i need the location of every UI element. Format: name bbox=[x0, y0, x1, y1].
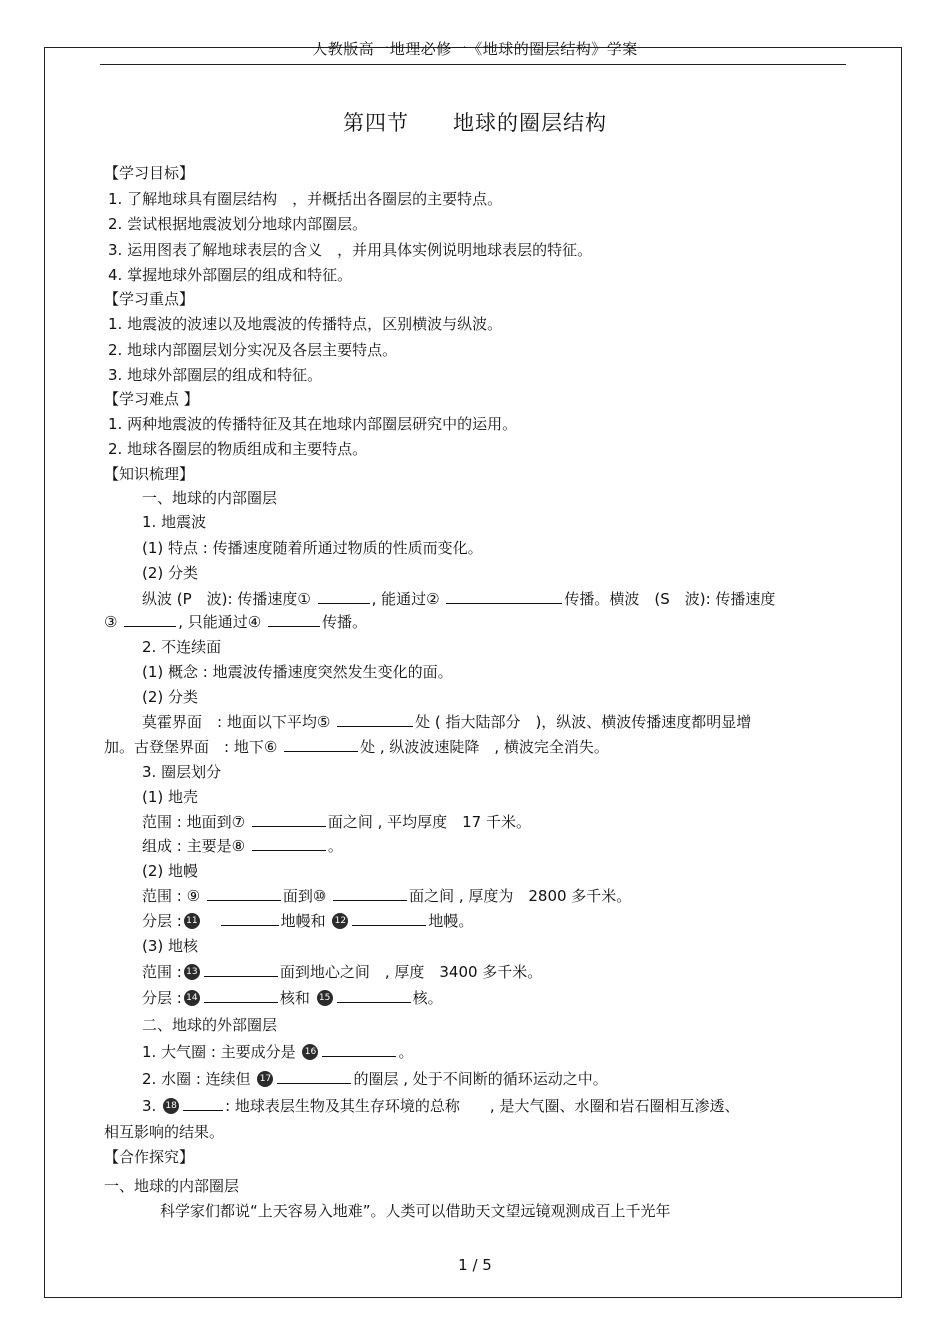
circled-number-17: 17 bbox=[257, 1071, 273, 1087]
discontinuity-class: (2) 分类 bbox=[142, 688, 199, 706]
seismic-feature: (1) 特点 : 传播速度随着所通过物质的性质而变化。 bbox=[142, 539, 483, 557]
fill-blank bbox=[207, 886, 281, 901]
text-fragment: 面之间 , 平均厚度 17 千米。 bbox=[327, 813, 531, 831]
circled-number-13: 13 bbox=[184, 964, 200, 980]
inner-layers-heading: 一、地球的内部圈层 bbox=[142, 489, 278, 507]
goal-item: 3. 运用图表了解地球表层的含义 ，并用具体实例说明地球表层的特征。 bbox=[108, 241, 593, 259]
fill-blank bbox=[352, 911, 426, 926]
atmosphere-line bbox=[142, 1042, 413, 1062]
title-name: 地球的圈层结构 bbox=[453, 111, 607, 135]
text-fragment: 。 bbox=[398, 1043, 414, 1061]
text-fragment: 面之间 , 厚度为 2800 多千米。 bbox=[409, 887, 632, 905]
text-fragment: : 地球表层生物及其生存环境的总称 , 是大气圈、水圈和岩石圈相互渗透、 bbox=[225, 1097, 740, 1115]
fill-blank bbox=[446, 589, 562, 604]
text-fragment: 核和 bbox=[279, 989, 310, 1007]
difficulty-heading: 【学习难点 】 bbox=[104, 390, 199, 408]
fill-blank bbox=[337, 712, 413, 727]
text-fragment: 3. bbox=[142, 1097, 157, 1115]
page-title bbox=[0, 107, 950, 137]
fill-blank bbox=[337, 988, 411, 1003]
explore-paragraph: 科学家们都说“上天容易入地难”。人类可以借助天文望远镜观测成百上千光年 bbox=[160, 1202, 671, 1220]
s-wave-line bbox=[104, 612, 367, 632]
fill-blank bbox=[333, 886, 407, 901]
crust-range bbox=[142, 812, 531, 832]
mantle-range bbox=[142, 886, 631, 906]
text-fragment: 传播。横波 (S 波): 传播速度 bbox=[564, 590, 776, 608]
text-fragment: 组成 : 主要是⑧ bbox=[142, 837, 246, 855]
fill-blank bbox=[268, 612, 320, 627]
fill-blank bbox=[322, 1042, 396, 1057]
text-fragment: 莫霍界面 : 地面以下平均⑤ bbox=[142, 713, 331, 731]
fill-blank bbox=[183, 1096, 223, 1111]
crust-composition bbox=[142, 836, 343, 856]
running-header: 人教版高一地理必修一《地球的圈层结构》学案 bbox=[312, 40, 638, 58]
text-fragment: 处 , 纵波波速陡降 , 横波完全消失。 bbox=[360, 738, 609, 756]
p-wave-line bbox=[142, 589, 775, 609]
goal-item: 4. 掌握地球外部圈层的组成和特征。 bbox=[108, 266, 353, 284]
discontinuity-concept: (1) 概念 : 地震波传播速度突然发生变化的面。 bbox=[142, 663, 453, 681]
focus-item: 1. 地震波的波速以及地震波的传播特点，区别横波与纵波。 bbox=[108, 315, 503, 333]
circled-number-11: 11 bbox=[184, 913, 200, 929]
text-fragment: 的圈层 , 处于不间断的循环运动之中。 bbox=[353, 1070, 608, 1088]
page-number: 1 / 5 bbox=[458, 1256, 492, 1274]
text-fragment: , 能通过② bbox=[371, 590, 440, 608]
biosphere-line bbox=[142, 1096, 739, 1116]
text-fragment: 范围 : ⑨ bbox=[142, 887, 201, 905]
knowledge-heading: 【知识梳理】 bbox=[104, 465, 195, 483]
text-fragment: 分层 : bbox=[142, 989, 182, 1007]
text-fragment: 面到⑩ bbox=[282, 887, 327, 905]
mantle-heading: (2) 地幔 bbox=[142, 862, 199, 880]
fill-blank bbox=[284, 737, 358, 752]
core-range bbox=[142, 962, 542, 982]
text-fragment: , 只能通过④ bbox=[178, 613, 262, 631]
circled-number-14: 14 bbox=[184, 990, 200, 1006]
fill-blank bbox=[252, 812, 326, 827]
text-fragment: 地幔。 bbox=[428, 912, 474, 930]
text-fragment: 核。 bbox=[412, 989, 443, 1007]
seismic-class: (2) 分类 bbox=[142, 564, 199, 582]
text-fragment: 2. 水圈 : 连续但 bbox=[142, 1070, 251, 1088]
mantle-layers bbox=[142, 911, 473, 931]
discontinuity-heading: 2. 不连续面 bbox=[142, 638, 222, 656]
goals-heading: 【学习目标】 bbox=[104, 164, 195, 182]
gutenberg-line bbox=[104, 737, 609, 757]
fill-blank bbox=[318, 589, 370, 604]
text-fragment: 范围 : 地面到⑦ bbox=[142, 813, 246, 831]
biosphere-line-2: 相互影响的结果。 bbox=[104, 1123, 225, 1141]
fill-blank bbox=[204, 988, 278, 1003]
explore-heading: 【合作探究】 bbox=[104, 1148, 195, 1166]
circled-number-15: 15 bbox=[317, 990, 333, 1006]
text-fragment: 范围 : bbox=[142, 963, 182, 981]
text-fragment: 分层 : bbox=[142, 912, 182, 930]
focus-item: 3. 地球外部圈层的组成和特征。 bbox=[108, 366, 323, 384]
fill-blank bbox=[252, 836, 326, 851]
goal-item: 2. 尝试根据地震波划分地球内部圈层。 bbox=[108, 215, 368, 233]
goal-item: 1. 了解地球具有圈层结构 ，并概括出各圈层的主要特点。 bbox=[108, 190, 503, 208]
crust-heading: (1) 地壳 bbox=[142, 788, 199, 806]
core-heading: (3) 地核 bbox=[142, 937, 199, 955]
header-rule bbox=[100, 64, 846, 65]
title-section: 第四节 bbox=[343, 111, 409, 135]
difficulty-item: 1. 两种地震波的传播特征及其在地球内部圈层研究中的运用。 bbox=[108, 415, 518, 433]
focus-heading: 【学习重点】 bbox=[104, 290, 195, 308]
text-fragment: 加。古登堡界面 : 地下⑥ bbox=[104, 738, 278, 756]
explore-subheading: 一、地球的内部圈层 bbox=[104, 1177, 240, 1195]
text-fragment: ③ bbox=[104, 613, 118, 631]
circled-number-16: 16 bbox=[302, 1044, 318, 1060]
text-fragment: 面到地心之间 , 厚度 3400 多千米。 bbox=[279, 963, 543, 981]
text-fragment: 地幔和 bbox=[280, 912, 326, 930]
text-fragment: 处 ( 指大陆部分 )，纵波、横波传播速度都明显增 bbox=[415, 713, 752, 731]
core-layers bbox=[142, 988, 443, 1008]
outer-layers-heading: 二、地球的外部圈层 bbox=[142, 1016, 278, 1034]
text-fragment: 传播。 bbox=[322, 613, 368, 631]
difficulty-item: 2. 地球各圈层的物质组成和主要特点。 bbox=[108, 440, 368, 458]
layers-heading: 3. 圈层划分 bbox=[142, 763, 222, 781]
text-fragment: 。 bbox=[327, 837, 343, 855]
circled-number-18: 18 bbox=[163, 1098, 179, 1114]
fill-blank bbox=[221, 911, 279, 926]
fill-blank bbox=[277, 1069, 351, 1084]
fill-blank bbox=[204, 962, 278, 977]
moho-line bbox=[142, 712, 751, 732]
circled-number-12: 12 bbox=[332, 913, 348, 929]
focus-item: 2. 地球内部圈层划分实况及各层主要特点。 bbox=[108, 341, 398, 359]
text-fragment: 1. 大气圈 : 主要成分是 bbox=[142, 1043, 296, 1061]
text-fragment: 纵波 (P 波): 传播速度① bbox=[142, 590, 311, 608]
seismic-heading: 1. 地震波 bbox=[142, 513, 207, 531]
fill-blank bbox=[124, 612, 176, 627]
hydrosphere-line bbox=[142, 1069, 608, 1089]
